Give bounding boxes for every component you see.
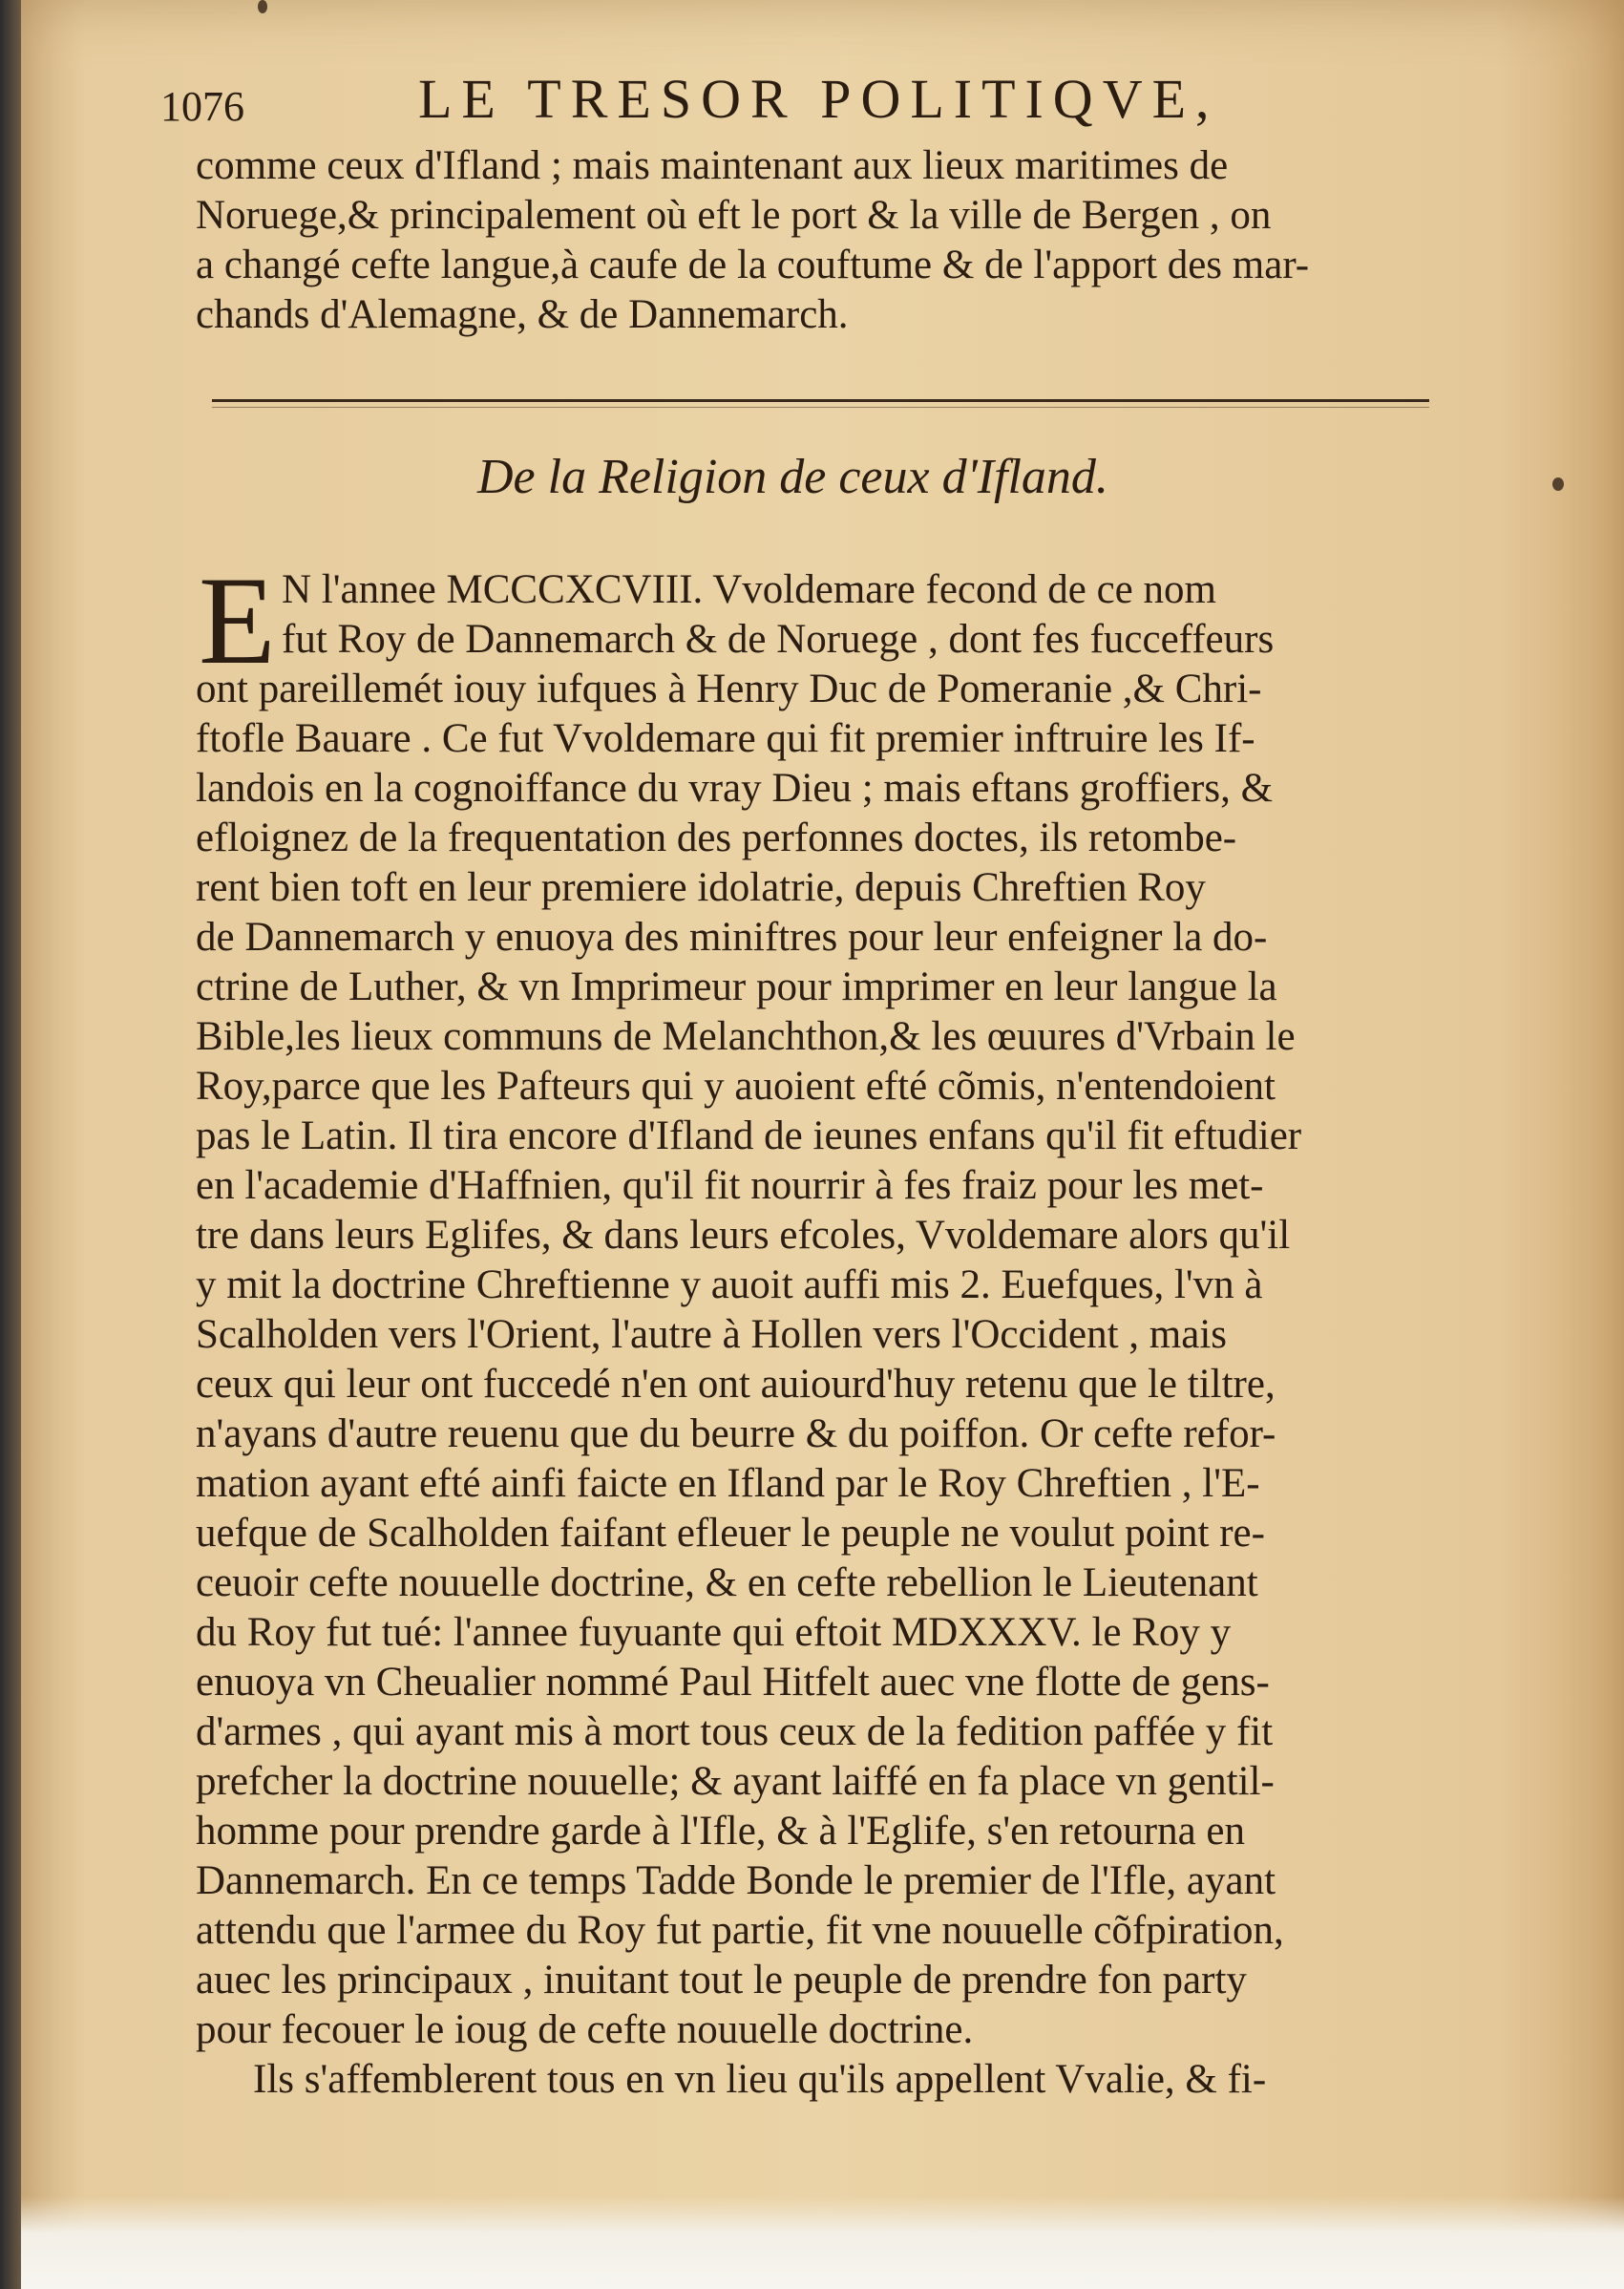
scan-gutter	[0, 0, 21, 2289]
text-line: Roy,parce que les Pafteurs qui y auoient efté cõmis, n'entendoient	[196, 1064, 1276, 1109]
main-paragraph	[196, 550, 1466, 2105]
text-line: a changé cefte langue,à caufe de la couftume & de l'apport des mar-	[196, 243, 1310, 287]
drop-cap: E	[199, 550, 276, 690]
ink-spot	[258, 0, 267, 13]
continuation-paragraph	[196, 141, 1466, 340]
page-header	[160, 61, 1478, 147]
text-line: mation ayant efté ainfi faicte en Ifland par le Roy Chreftien , l'E-	[196, 1461, 1260, 1506]
text-line: N l'annee MCCCXCVIII. Vvoldemare fecond de ce nom	[282, 567, 1216, 612]
section-title: De la Religion de ceux d'Ifland.	[477, 450, 1108, 504]
text-line: homme pour prendre garde à l'Ifle, & à l'Eglife, s'en retourna en	[196, 1809, 1245, 1854]
text-line: n'ayans d'autre reuenu que du beurre & du poiffon. Or cefte refor-	[196, 1411, 1276, 1456]
text-line: auec les principaux , inuitant tout le peuple de prendre fon party	[196, 1958, 1247, 2003]
text-line: d'armes , qui ayant mis à mort tous ceux de la fedition paffée y fit	[196, 1709, 1274, 1754]
section-divider-thin	[212, 407, 1429, 408]
text-line: efloignez de la frequentation des perfonnes doctes, ils retombe-	[196, 816, 1237, 860]
text-line: pour fecouer le ioug de cefte nouuelle doctrine.	[196, 2007, 974, 2052]
text-line: landois en la cognoiffance du vray Dieu ; mais eftans groffiers, &	[196, 766, 1274, 811]
text-line: Bible,les lieux communs de Melanchthon,& les œuures d'Vrbain le	[196, 1014, 1296, 1059]
text-line: tre dans leurs Eglifes, & dans leurs efcoles, Vvoldemare alors qu'il	[196, 1213, 1291, 1258]
text-line: y mit la doctrine Chreftienne y auoit auffi mis 2. Euefques, l'vn à	[196, 1262, 1263, 1307]
text-line: attendu que l'armee du Roy fut partie, fit vne nouuelle cõfpiration,	[196, 1908, 1284, 1953]
text-line: Noruege,& principalement où eft le port & la ville de Bergen , on	[196, 193, 1272, 238]
text-line: ctrine de Luther, & vn Imprimeur pour imprimer en leur langue la	[196, 964, 1277, 1009]
text-line: de Dannemarch y enuoya des miniftres pour leur enfeigner la do-	[196, 915, 1268, 960]
text-line: ont pareillemét iouy iufques à Henry Duc de Pomeranie ,& Chri-	[196, 667, 1262, 711]
text-line: en l'academie d'Haffnien, qu'il fit nourrir à fes fraiz pour les met-	[196, 1163, 1264, 1208]
text-line: Scalholden vers l'Orient, l'autre à Hollen vers l'Occident , mais	[196, 1312, 1227, 1357]
text-line: fut Roy de Dannemarch & de Noruege , dont fes fucceffeurs	[282, 617, 1275, 662]
text-line: chands d'Alemagne, & de Dannemarch.	[196, 292, 849, 337]
text-line: enuoya vn Cheualier nommé Paul Hitfelt auec vne flotte de gens-	[196, 1660, 1270, 1705]
text-line: prefcher la doctrine nouuelle; & ayant laiffé en fa place vn gentil-	[196, 1759, 1275, 1804]
text-line: Ils s'affemblerent tous en vn lieu qu'ils appellent Vvalie, & fi-	[253, 2057, 1267, 2102]
running-head: LE TRESOR POLITIQVE,	[418, 68, 1219, 130]
text-line: Dannemarch. En ce temps Tadde Bonde le premier de l'Ifle, ayant	[196, 1858, 1276, 1903]
text-line: ftofle Bauare . Ce fut Vvoldemare qui fit premier inftruire les If-	[196, 716, 1255, 761]
text-line: ceux qui leur ont fuccedé n'en ont auiourd'huy retenu que le tiltre,	[196, 1362, 1276, 1407]
ink-spot	[1552, 477, 1564, 491]
text-line: pas le Latin. Il tira encore d'Ifland de ieunes enfans qu'il fit eftudier	[196, 1113, 1302, 1158]
page-bottom-edge	[21, 2196, 1624, 2289]
text-line: du Roy fut tué: l'annee fuyuante qui eftoit MDXXXV. le Roy y	[196, 1610, 1232, 1655]
section-divider	[212, 399, 1429, 402]
page-number: 1076	[160, 83, 244, 130]
text-line: rent bien toft en leur premiere idolatrie, depuis Chreftien Roy	[196, 865, 1206, 910]
text-line: uefque de Scalholden faifant efleuer le peuple ne voulut point re-	[196, 1511, 1265, 1556]
text-line: ceuoir cefte nouuelle doctrine, & en cefte rebellion le Lieutenant	[196, 1560, 1258, 1605]
text-line: comme ceux d'Ifland ; mais maintenant aux lieux maritimes de	[196, 143, 1229, 188]
